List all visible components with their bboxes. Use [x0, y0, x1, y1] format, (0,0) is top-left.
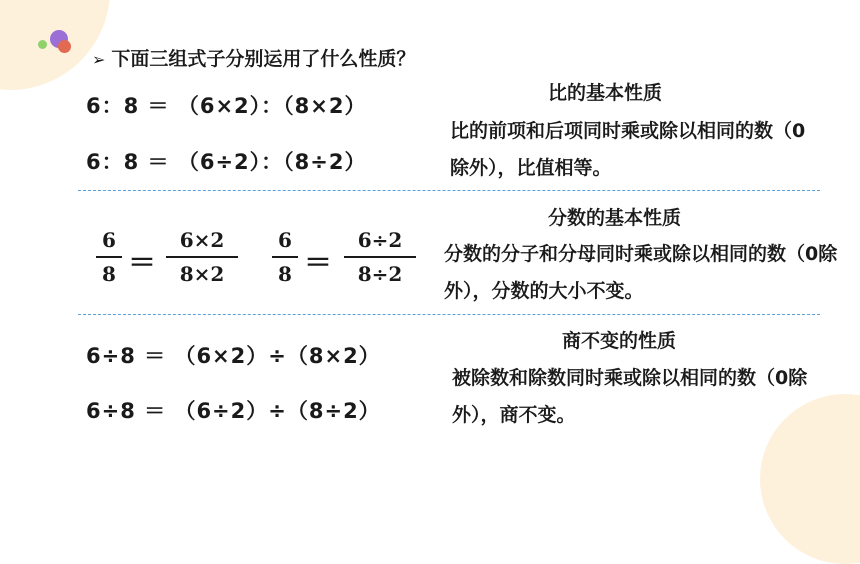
arrow-bullet-icon: ➢	[92, 50, 106, 69]
fraction-bar	[344, 256, 416, 258]
ratio-formula-multiply: 6：8 ＝ （6×2）：（8×2）	[86, 94, 367, 118]
quotient-formula-multiply: 6÷8 ＝ （6×2）÷（8×2）	[86, 344, 381, 368]
decorative-dot-red	[58, 40, 71, 53]
quotient-formula-divide: 6÷8 ＝ （6÷2）÷（8÷2）	[86, 399, 381, 423]
ratio-property-heading: 比的基本性质	[548, 82, 663, 104]
section-divider-1	[78, 190, 820, 191]
fraction-bar	[166, 256, 238, 258]
fraction-6-over-8-a	[96, 226, 122, 288]
numerator: 6÷2	[357, 228, 403, 252]
question-title	[92, 44, 415, 71]
denominator: 8	[102, 262, 116, 286]
equals-sign: ＝	[128, 246, 157, 279]
fraction-property-description: 分数的分子和分母同时乘或除以相同的数（0除外），分数的大小不变。	[444, 243, 838, 302]
numerator: 6	[278, 228, 292, 252]
fraction-6-over-8-b	[272, 226, 298, 288]
ratio-property-description: 比的前项和后项同时乘或除以相同的数（0除外），比值相等。	[450, 120, 806, 179]
ratio-formula-divide: 6：8 ＝ （6÷2）：（8÷2）	[86, 150, 367, 174]
question-text: 下面三组式子分别运用了什么性质？	[111, 48, 416, 70]
fraction-6x2-over-8x2	[166, 226, 238, 288]
denominator: 8	[278, 262, 292, 286]
equals-sign: ＝	[304, 246, 333, 279]
quotient-property-heading: 商不变的性质	[562, 330, 677, 352]
section-divider-2	[78, 314, 820, 315]
fraction-6div2-over-8div2	[344, 226, 416, 288]
numerator: 6	[102, 228, 116, 252]
fraction-bar	[272, 256, 298, 258]
fraction-bar	[96, 256, 122, 258]
denominator: 8×2	[179, 262, 225, 286]
denominator: 8÷2	[357, 262, 403, 286]
fraction-property-heading: 分数的基本性质	[548, 207, 682, 229]
numerator: 6×2	[179, 228, 225, 252]
quotient-property-description: 被除数和除数同时乘或除以相同的数（0除外），商不变。	[452, 367, 808, 426]
decorative-dot-green	[38, 40, 47, 49]
